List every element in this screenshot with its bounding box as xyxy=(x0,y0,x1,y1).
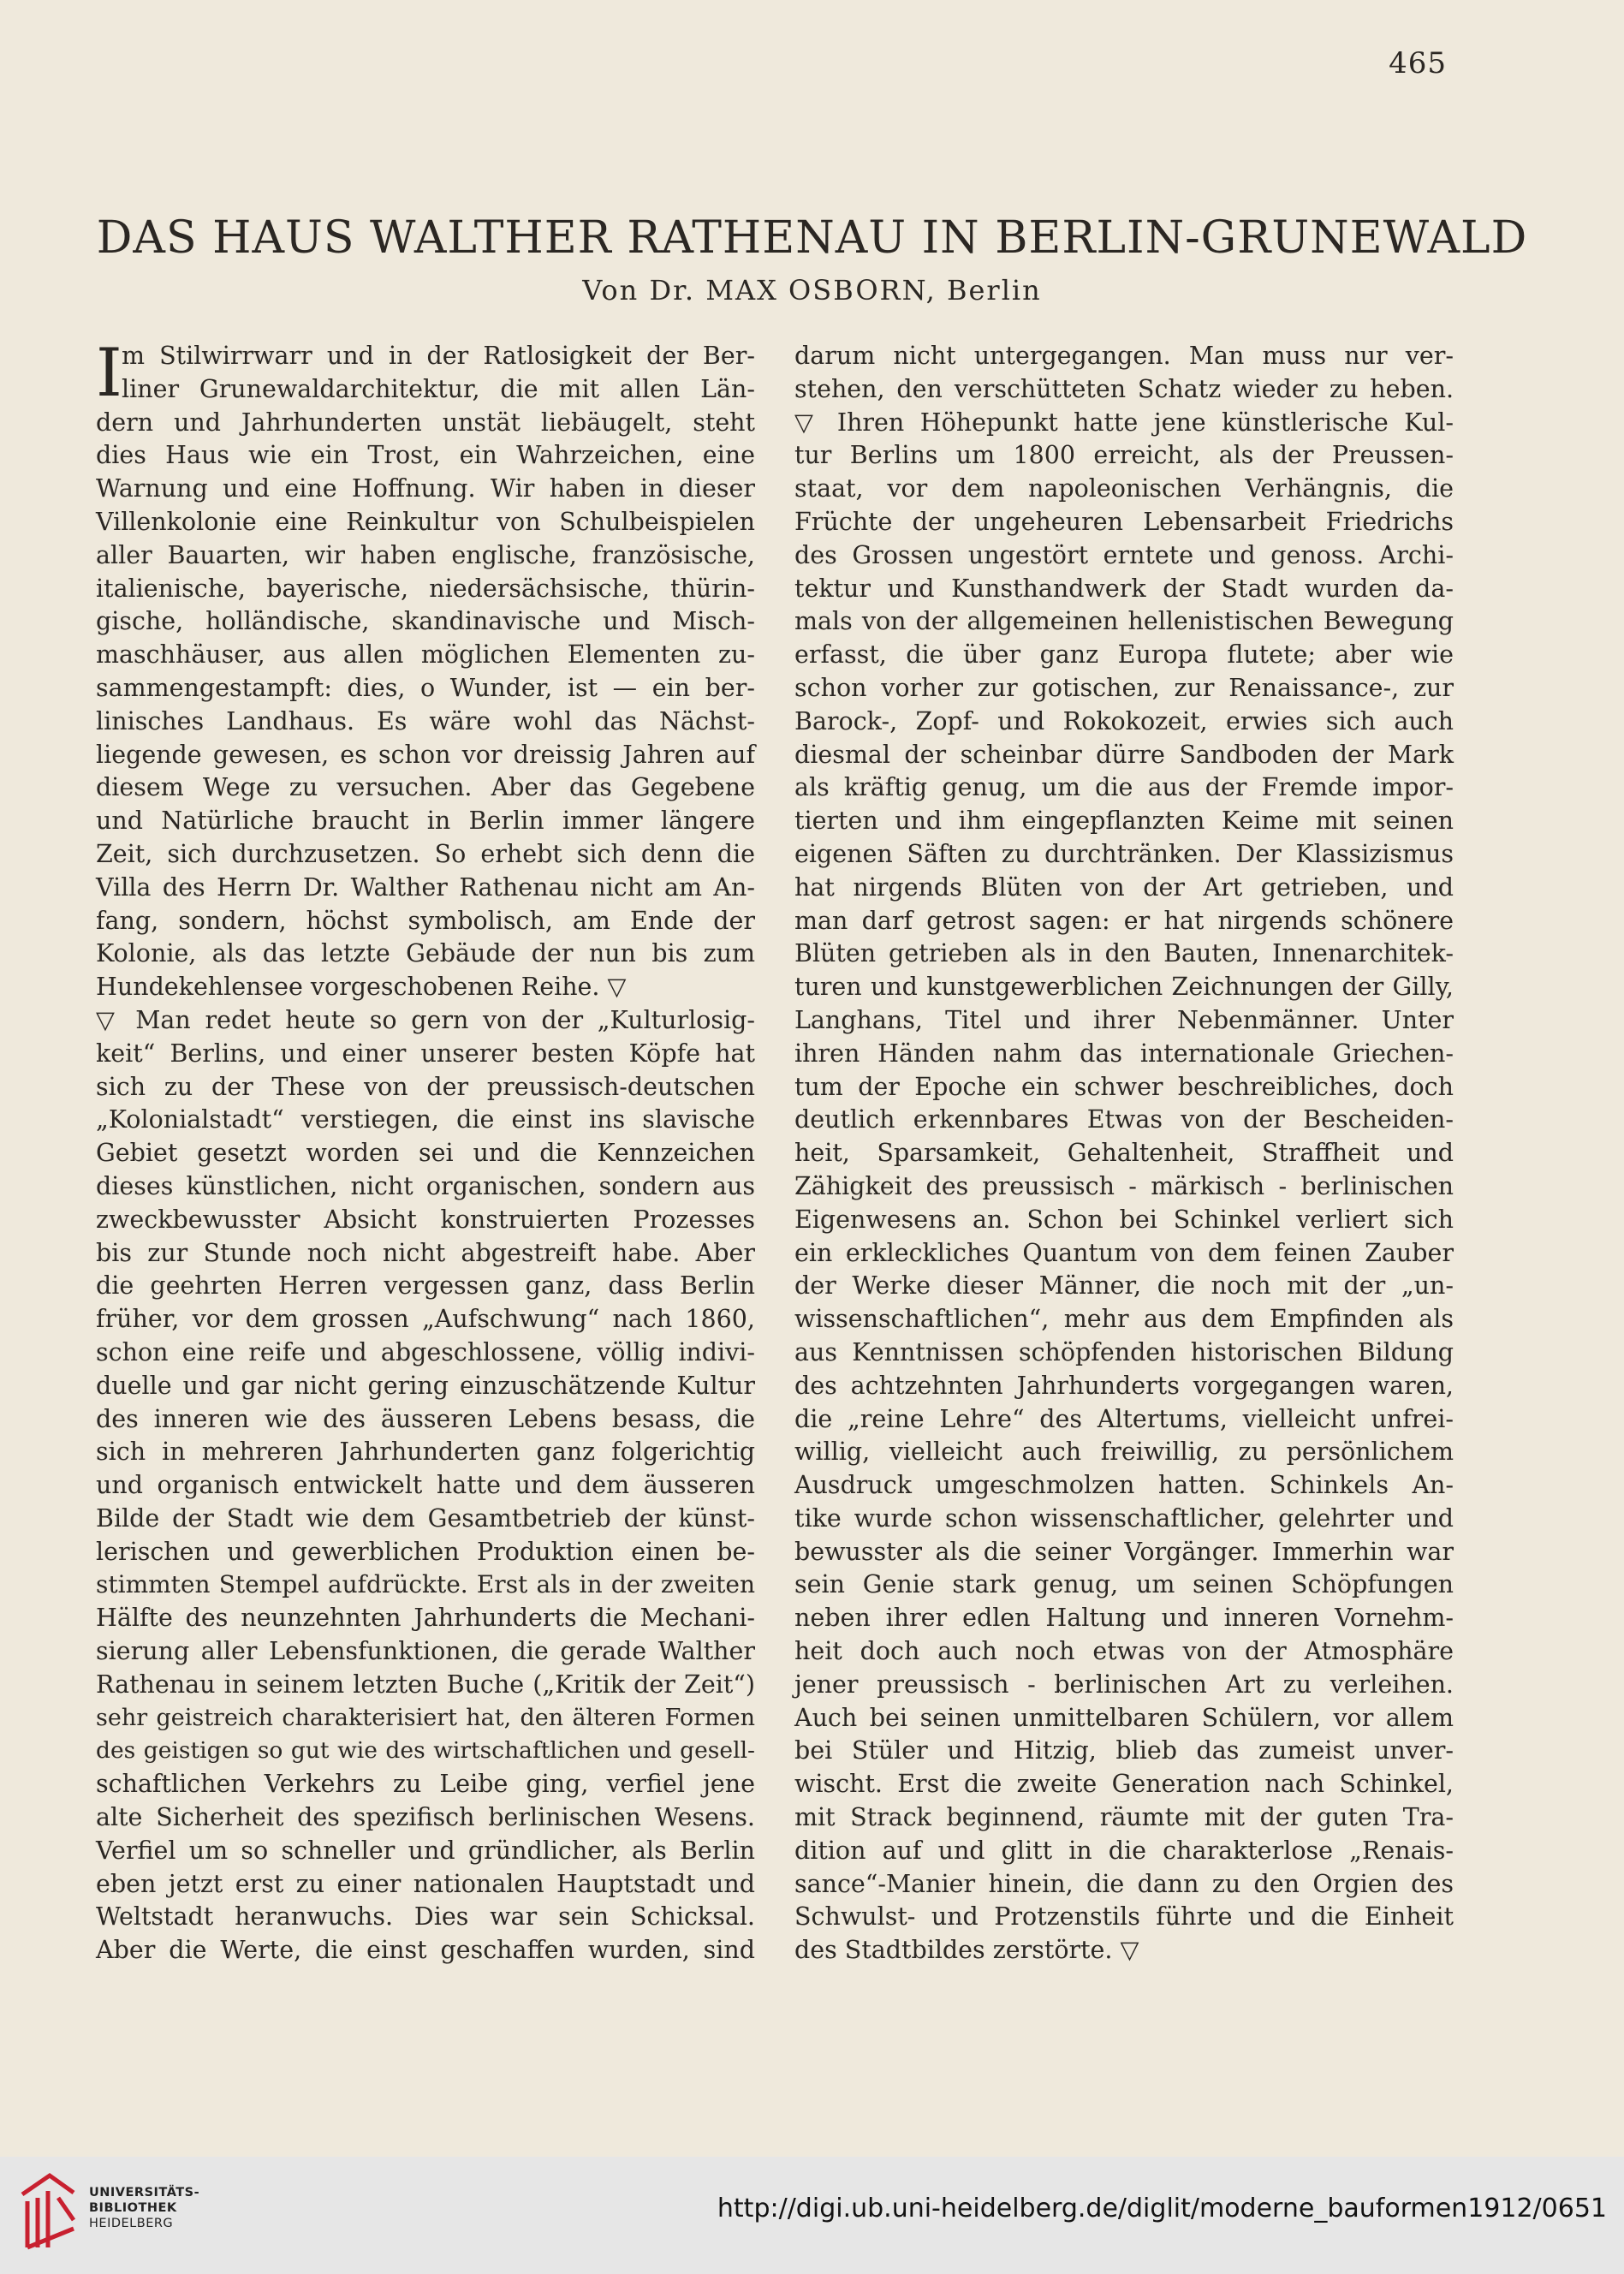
text-line: die „reine Lehre“ des Altertums, vielleicht unfrei- xyxy=(794,1404,1454,1433)
text-line: Villa des Herrn Dr. Walther Rathenau nicht am An- xyxy=(96,872,755,902)
text-line: Kolonie, als das letzte Gebäude der nun bis zum xyxy=(96,939,755,968)
text-line: eben jetzt erst zu einer nationalen Hauptstadt und xyxy=(96,1869,755,1898)
text-line: sein Genie stark genug, um seinen Schöpfungen xyxy=(794,1570,1454,1599)
text-line: Zähigkeit des preussisch - märkisch - berlinischen xyxy=(794,1171,1454,1200)
text-line: sance“-Manier hinein, die dann zu den Orgien des xyxy=(794,1869,1454,1898)
text-line: tierten und ihm eingepflanzten Keime mit seinen xyxy=(794,807,1454,836)
library-name-line3: HEIDELBERG xyxy=(89,2217,174,2230)
text-line: staat, vor dem napoleonischen Verhängnis, die xyxy=(794,474,1454,503)
text-line: aller Bauarten, wir haben englische, französische, xyxy=(96,540,755,569)
text-line: sammengestampft: dies, o Wunder, ist — ein ber- xyxy=(96,673,755,702)
text-line: Blüten getrieben als in den Bauten, Innenarchitek- xyxy=(794,939,1454,968)
text-line: diesem Wege zu versuchen. Aber das Gegebene xyxy=(96,773,755,802)
text-line: linisches Landhaus. Es wäre wohl das Nächst- xyxy=(96,706,755,735)
left-column xyxy=(96,335,755,1967)
text-line: Weltstadt heranwuchs. Dies war sein Schicksal. xyxy=(96,1902,755,1932)
text-line: des Grossen ungestört erntete und genoss. Archi- xyxy=(794,540,1454,569)
text-line: Ausdruck umgeschmolzen hatten. Schinkels An- xyxy=(794,1471,1454,1500)
text-line: tike wurde schon wissenschaftlicher, gelehrter und xyxy=(794,1503,1454,1533)
text-line: Schwulst- und Protzenstils führte und die Einheit xyxy=(794,1902,1454,1932)
text-line: sich zu der These von der preussisch-deutschen xyxy=(96,1072,755,1101)
text-line: die geehrten Herren vergessen ganz, dass Berlin xyxy=(96,1271,755,1301)
text-line: und organisch entwickelt hatte und dem äusseren xyxy=(96,1471,755,1500)
text-line: fang, sondern, höchst symbolisch, am Ende der xyxy=(96,906,755,935)
text-line: dies Haus wie ein Trost, ein Wahrzeichen, eine xyxy=(96,441,755,470)
text-line: mit Strack beginnend, räumte mit der guten Tra- xyxy=(794,1803,1454,1832)
text-line: Warnung und eine Hoffnung. Wir haben in dieser xyxy=(96,474,755,503)
text-line: eigenen Säften zu durchtränken. Der Klassizismus xyxy=(794,839,1454,868)
article-title: DAS HAUS WALTHER RATHENAU IN BERLIN-GRUNEWALD xyxy=(96,212,1528,264)
source-url-link[interactable]: http://digi.ub.uni-heidelberg.de/diglit/moderne_bauformen1912/0651 xyxy=(717,2194,1607,2223)
text-line: schaftlichen Verkehrs zu Leibe ging, verfiel jene xyxy=(96,1770,755,1799)
text-line: turen und kunstgewerblichen Zeichnungen der Gilly, xyxy=(794,973,1454,1002)
text-line: bei Stüler und Hitzig, blieb das zumeist unver- xyxy=(794,1736,1454,1765)
text-line: wischt. Erst die zweite Generation nach Schinkel, xyxy=(794,1770,1454,1799)
text-line: hat nirgends Blüten von der Art getrieben, und xyxy=(794,872,1454,902)
text-line: Hundekehlensee vorgeschobenen Reihe. ▽ xyxy=(96,973,627,1002)
text-line: Eigenwesens an. Schon bei Schinkel verliert sich xyxy=(794,1205,1454,1234)
text-line: sehr geistreich charakterisiert hat, den älteren Formen xyxy=(96,1704,755,1731)
text-line: heit doch auch noch etwas von der Atmosphäre xyxy=(794,1637,1454,1666)
page-number: 465 xyxy=(1389,46,1447,80)
text-line: ein erkleckliches Quantum von dem feinen Zauber xyxy=(794,1238,1454,1267)
text-line: willig, vielleicht auch freiwillig, zu persönlichem xyxy=(794,1438,1454,1467)
text-line: des achtzehnten Jahrhunderts vorgegangen waren, xyxy=(794,1371,1454,1400)
text-line: gische, holländische, skandinavische und Misch- xyxy=(96,607,755,636)
text-line: der Werke dieser Männer, die noch mit der „un- xyxy=(794,1271,1454,1301)
text-line: Hälfte des neunzehnten Jahrhunderts die Mechani- xyxy=(96,1604,755,1633)
text-line: neben ihrer edlen Haltung und inneren Vornehm- xyxy=(794,1604,1454,1633)
text-line: alte Sicherheit des spezifisch berlinischen Wesens. xyxy=(96,1803,755,1832)
text-line: darum nicht untergegangen. Man muss nur ver- xyxy=(794,342,1454,370)
text-line: ▽ Ihren Höhepunkt hatte jene künstlerische Kul- xyxy=(794,408,1454,437)
text-line: des Stadtbildes zerstörte. ▽ xyxy=(794,1936,1139,1965)
text-line: diesmal der scheinbar dürre Sandboden der Mark xyxy=(794,740,1454,769)
library-name xyxy=(89,2185,199,2231)
text-line: deutlich erkennbares Etwas von der Bescheiden- xyxy=(794,1105,1454,1134)
text-line: als kräftig genug, um die aus der Fremde impor- xyxy=(794,773,1454,802)
text-line: heit, Sparsamkeit, Gehaltenheit, Straffheit und xyxy=(794,1139,1454,1168)
text-line: bis zur Stunde noch nicht abgestreift habe. Aber xyxy=(96,1238,755,1267)
text-line: italienische, bayerische, niedersächsische, thürin- xyxy=(96,574,755,603)
library-name-line2: BIBLIOTHEK xyxy=(89,2201,177,2215)
text-line: des geistigen so gut wie des wirtschaftlichen und gesell- xyxy=(96,1737,755,1765)
text-line: und Natürliche braucht in Berlin immer längere xyxy=(96,807,755,836)
text-line: keit“ Berlins, und einer unserer besten Köpfe hat xyxy=(96,1039,755,1068)
text-line: Villenkolonie eine Reinkultur von Schulbeispielen xyxy=(96,507,755,536)
text-line: dieses künstlichen, nicht organischen, sondern aus xyxy=(96,1171,755,1200)
text-line: wissenschaftlichen“, mehr aus dem Empfinden als xyxy=(794,1305,1454,1334)
text-line: Barock-, Zopf- und Rokokozeit, erwies sich auch xyxy=(794,706,1454,735)
text-line: Verfiel um so schneller und gründlicher, als Berlin xyxy=(96,1836,755,1865)
text-line: Auch bei seinen unmittelbaren Schülern, vor allem xyxy=(794,1703,1454,1732)
text-line: jener preussisch - berlinischen Art zu verleihen. xyxy=(794,1670,1454,1699)
text-line: zweckbewusster Absicht konstruierten Prozesses xyxy=(96,1205,755,1234)
text-line: Langhans, Titel und ihrer Nebenmänner. Unter xyxy=(794,1005,1454,1034)
text-line: dern und Jahrhunderten unstät liebäugelt, steht xyxy=(96,408,755,437)
text-line: sich in mehreren Jahrhunderten ganz folgerichtig xyxy=(96,1438,755,1467)
text-line: „Kolonialstadt“ verstiegen, die einst ins slavische xyxy=(96,1105,755,1134)
text-line: schon eine reife und abgeschlossene, völlig indivi- xyxy=(96,1337,755,1366)
text-line: Aber die Werte, die einst geschaffen wurden, sind xyxy=(96,1936,755,1965)
library-name-line1: UNIVERSITÄTS- xyxy=(89,2186,200,2200)
drop-cap: I xyxy=(96,335,122,412)
text-line: maschhäuser, aus allen möglichen Elementen zu- xyxy=(96,640,755,670)
text-line: bewusster als die seiner Vorgänger. Immerhin war xyxy=(794,1537,1454,1566)
text-line: früher, vor dem grossen „Aufschwung“ nach 1860, xyxy=(96,1305,755,1334)
text-line: tur Berlins um 1800 erreicht, als der Preussen- xyxy=(794,441,1454,470)
text-line: sierung aller Lebensfunktionen, die gerade Walther xyxy=(96,1637,755,1666)
text-line: dition auf und glitt in die charakterlose „Renais- xyxy=(794,1836,1454,1865)
text-line: Bilde der Stadt wie dem Gesamtbetrieb der künst- xyxy=(96,1503,755,1533)
text-line: m Stilwirrwarr und in der Ratlosigkeit der Ber- xyxy=(122,342,755,370)
text-line: stehen, den verschütteten Schatz wieder zu heben. xyxy=(794,374,1454,403)
text-line: Rathenau in seinem letzten Buche („Kritik der Zeit“) xyxy=(96,1670,755,1699)
text-line: liegende gewesen, es schon vor dreissig Jahren auf xyxy=(96,740,755,769)
text-line: tum der Epoche ein schwer beschreibliches, doch xyxy=(794,1072,1454,1101)
text-line: liner Grunewaldarchitektur, die mit allen Län- xyxy=(122,374,755,403)
text-line: mals von der allgemeinen hellenistischen Bewegung xyxy=(794,607,1454,636)
article-byline: Von Dr. MAX OSBORN, Berlin xyxy=(582,274,1042,307)
text-line: Zeit, sich durchzusetzen. So erhebt sich denn die xyxy=(96,839,755,868)
text-line: duelle und gar nicht gering einzuschätzende Kultur xyxy=(96,1371,755,1400)
text-line: des inneren wie des äusseren Lebens besass, die xyxy=(96,1404,755,1433)
text-line: lerischen und gewerblichen Produktion einen be- xyxy=(96,1537,755,1566)
text-line: Gebiet gesetzt worden sei und die Kennzeichen xyxy=(96,1139,755,1168)
text-line: erfasst, die über ganz Europa flutete; aber wie xyxy=(794,640,1454,670)
text-line: Früchte der ungeheuren Lebensarbeit Friedrichs xyxy=(794,507,1454,536)
right-column xyxy=(794,340,1454,1967)
text-line: schon vorher zur gotischen, zur Renaissance-, zur xyxy=(794,673,1454,702)
text-line: tektur und Kunsthandwerk der Stadt wurden da- xyxy=(794,574,1454,603)
text-line: man darf getrost sagen: er hat nirgends schönere xyxy=(794,906,1454,935)
text-line: stimmten Stempel aufdrückte. Erst als in der zweiten xyxy=(96,1570,755,1599)
library-logo-icon xyxy=(15,2169,80,2254)
text-line: aus Kenntnissen schöpfenden historischen Bildung xyxy=(794,1337,1454,1366)
text-line: ▽ Man redet heute so gern von der „Kulturlosig- xyxy=(96,1005,755,1034)
text-line: ihren Händen nahm das internationale Griechen- xyxy=(794,1039,1454,1068)
